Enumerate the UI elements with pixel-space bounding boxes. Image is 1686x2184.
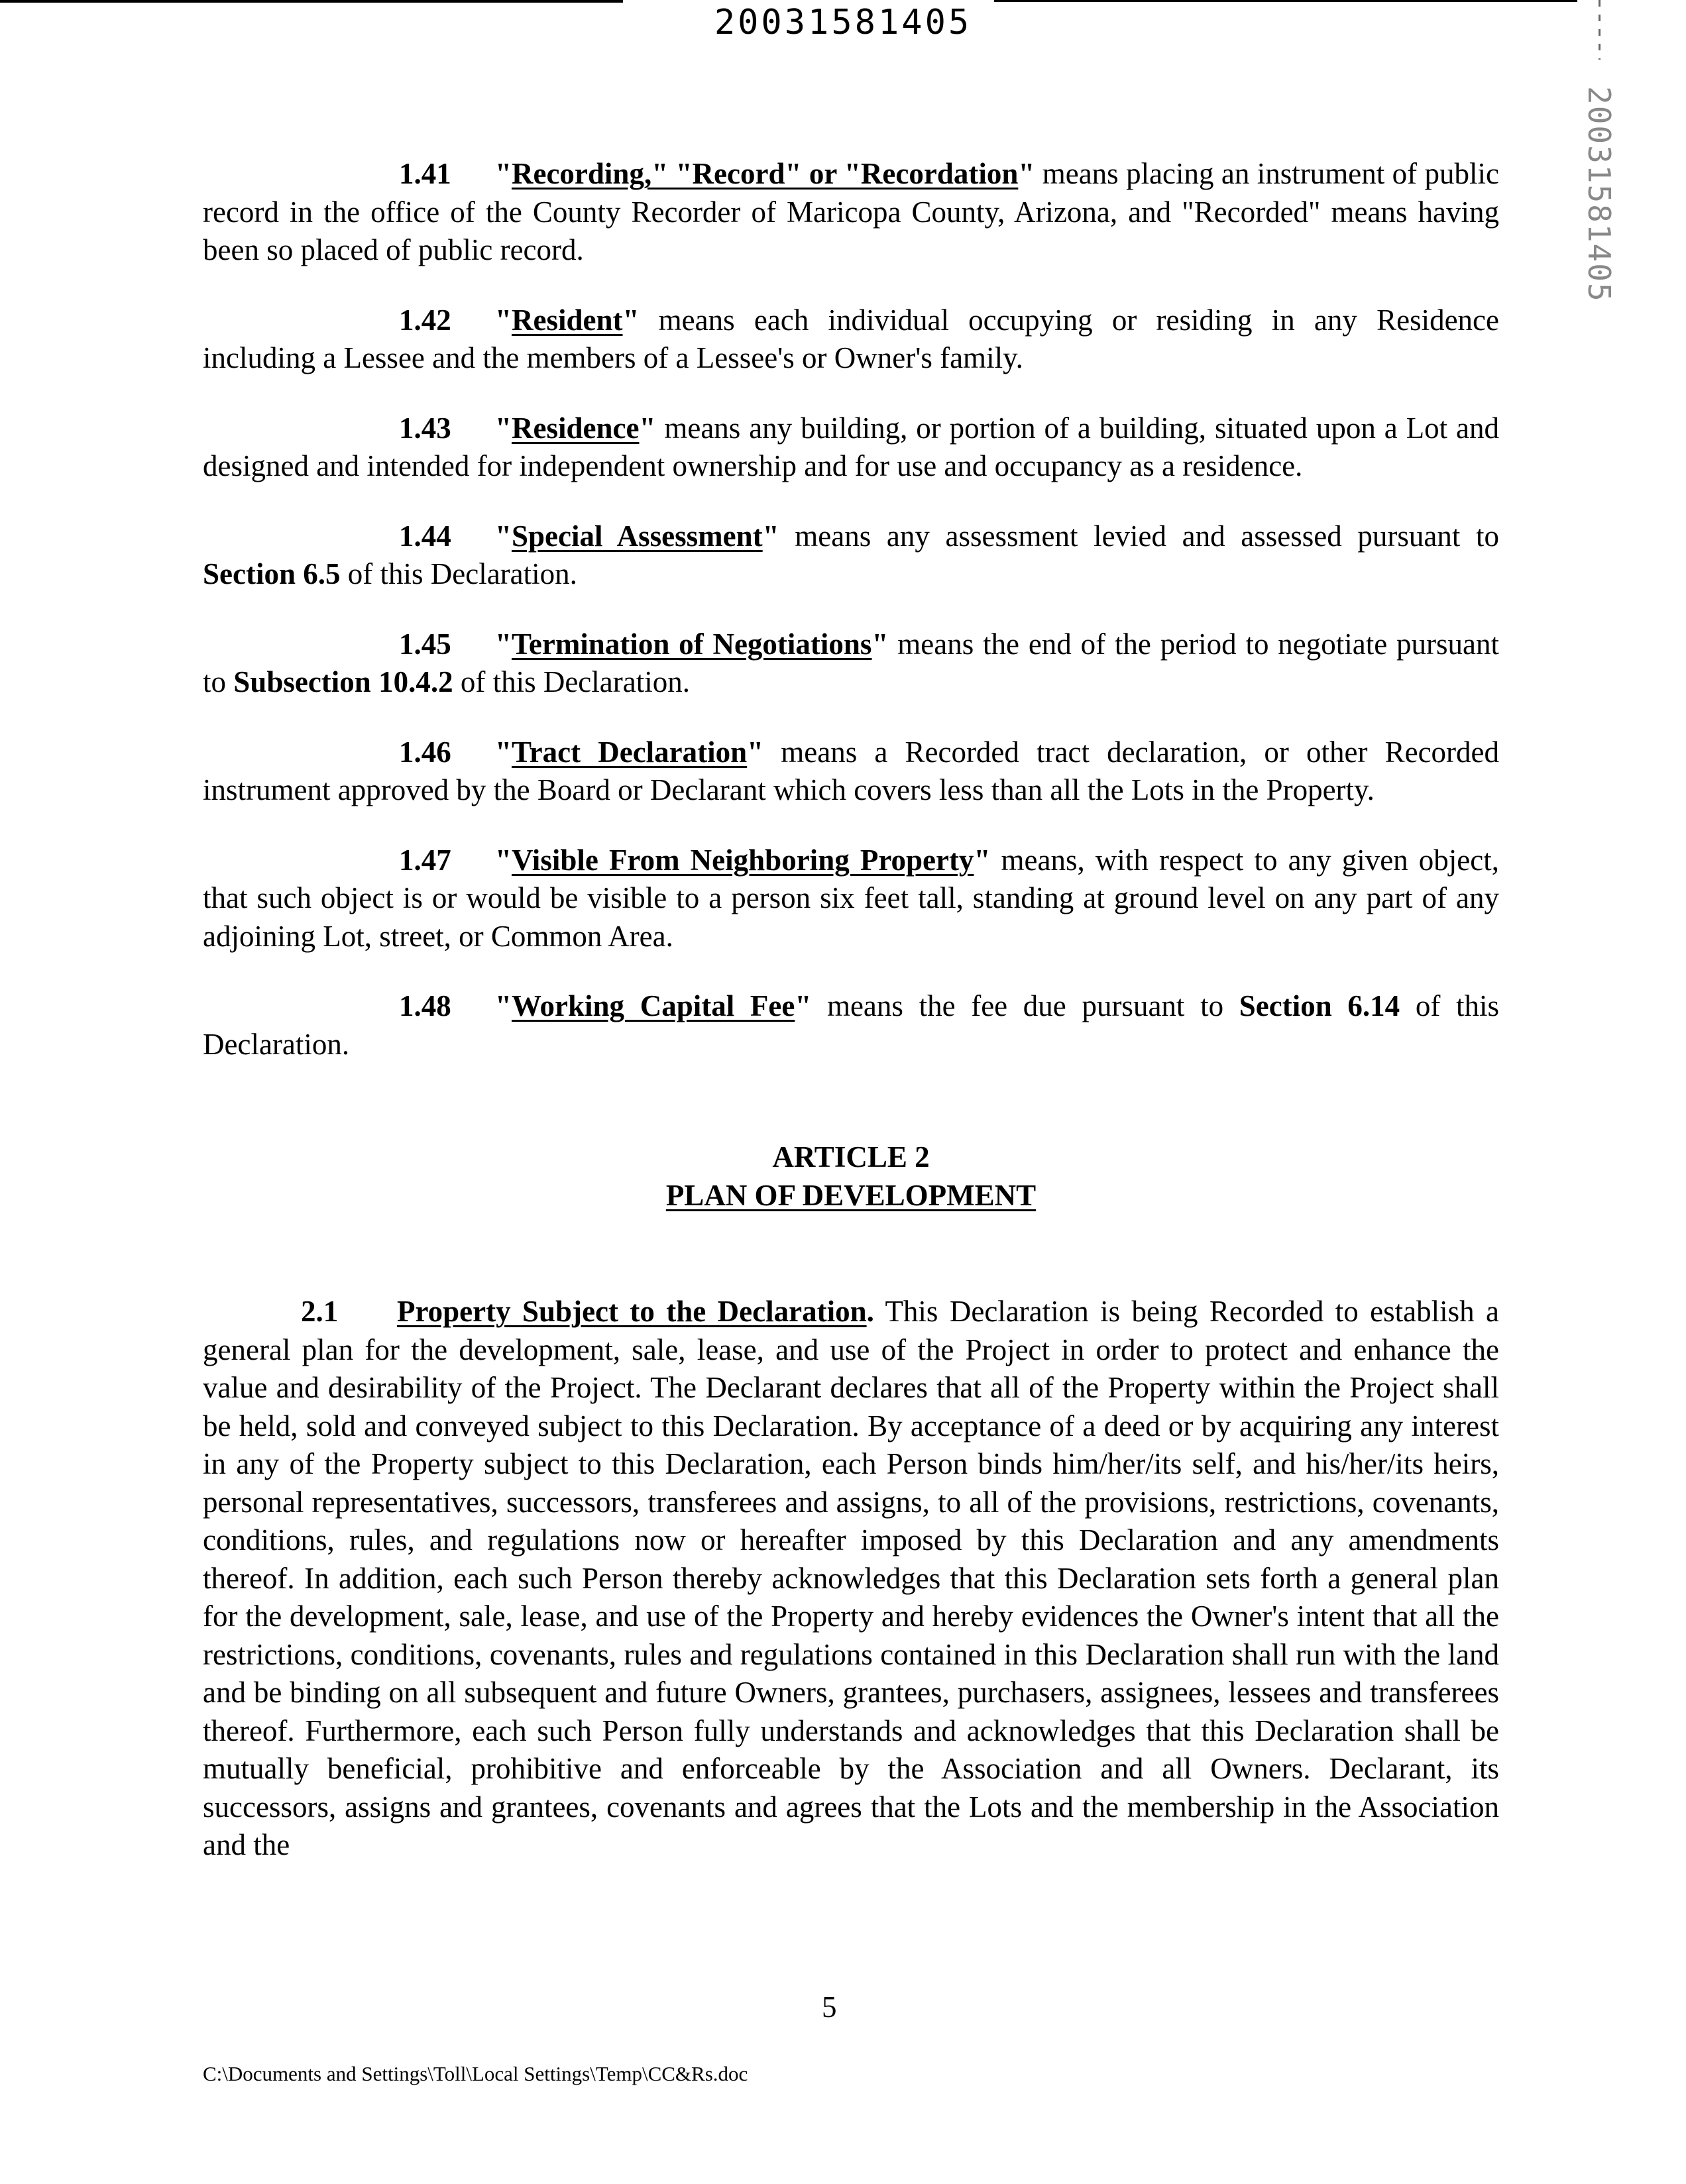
defined-term: "Resident": [495, 303, 640, 337]
definition-1-44: [203, 518, 1499, 594]
definition-text: means placing an instrument of public record in the office of the County Recorder of Maricopa County, Arizona, and "Recorded" means having been so placed of public record.: [203, 157, 1499, 266]
side-recording-stamp: 20031581405: [1581, 86, 1617, 303]
section-number: 1.44: [399, 519, 451, 553]
article-heading: [203, 1138, 1499, 1215]
definition-text: means each individual occupying or residing in any Residence including a Lessee and the members of a Lessee's or Owner's family.: [203, 303, 1499, 374]
definition-text-end: of this Declaration.: [203, 989, 1499, 1061]
section-reference: Section 6.5: [203, 557, 341, 590]
definition-text: means the fee due pursuant to: [811, 989, 1239, 1022]
definition-1-41: [203, 155, 1499, 270]
section-title: Property Subject to the Declaration.: [397, 1295, 874, 1328]
definition-1-43: [203, 410, 1499, 486]
section-number: 1.46: [399, 735, 451, 769]
page-number: 5: [822, 1991, 837, 2024]
definition-1-48: [203, 987, 1499, 1064]
definition-1-46: [203, 734, 1499, 810]
definition-text: means a Recorded tract declaration, or other Recorded instrument approved by the Board or Declarant which covers less than all the Lots in the Property.: [203, 735, 1500, 806]
definition-text: means any assessment levied and assessed pursuant to: [779, 519, 1499, 553]
defined-term: "Residence": [495, 411, 656, 445]
defined-term: "Visible From Neighboring Property": [495, 843, 991, 877]
definition-1-45: [203, 626, 1499, 702]
section-number: 1.45: [399, 627, 451, 661]
section-text: This Declaration is being Recorded to establish a general plan for the development, sale, lease, and use of the Project in order to protect and enhance the value and desirability of the Project. The Declarant declares that all of the Property within the Project shall be held, sold and conveyed subject to this Declaration. By acceptance of a deed or by acquiring any interest in any of the Property subject to this Declaration, each Person binds him/her/its self, and his/her/its heirs, personal representatives, successors, transferees and assigns, to all of the provisions, restrictions, covenants, conditions, rules, and regulations now or hereafter imposed by this Declaration and any amendments thereof. In addition, each such Person thereby acknowledges that this Declaration sets forth a general plan for the development, sale, lease, and use of the Property and hereby evidences the Owner's intent that all the restrictions, conditions, covenants, rules and regulations contained in this Declaration shall run with the land and be binding on all subsequent and future Owners, grantees, purchasers, assignees, lessees and transferees thereof. Furthermore, each such Person fully understands and acknowledges that this Declaration shall be mutually beneficial, prohibitive and enforceable by the Association and all Owners. Declarant, its successors, assigns and grantees, covenants and agrees that the Lots and the membership in the Association and the: [203, 1295, 1499, 1861]
definition-1-47: [203, 842, 1499, 956]
section-number: 1.43: [399, 411, 451, 445]
definition-text: means the end of the period to negotiate pursuant to: [203, 627, 1499, 698]
section-number: 1.48: [399, 989, 451, 1022]
defined-term: "Working Capital Fee": [495, 989, 812, 1022]
section-number: 1.47: [399, 843, 451, 877]
definition-text-end: of this Declaration.: [453, 665, 690, 698]
definition-text-end: of this Declaration.: [340, 557, 577, 590]
defined-term: "Recording," "Record" or "Recordation": [495, 157, 1035, 190]
recording-number: 20031581405: [714, 3, 972, 42]
section-number: 1.41: [399, 157, 451, 190]
section-2-1: [203, 1293, 1499, 1865]
document-body: [203, 155, 1499, 1896]
article-number: ARTICLE 2: [772, 1140, 930, 1174]
definition-1-42: [203, 301, 1499, 378]
definition-text: means any building, or portion of a building, situated upon a Lot and designed and intended for independent ownership and for use and occupancy as a residence.: [203, 411, 1499, 482]
article-title: PLAN OF DEVELOPMENT: [665, 1179, 1037, 1212]
defined-term: "Tract Declaration": [495, 735, 764, 769]
section-reference: Section 6.14: [1239, 989, 1400, 1022]
section-reference: Subsection 10.4.2: [233, 665, 453, 698]
defined-term: "Termination of Negotiations": [495, 627, 889, 661]
definition-text: means, with respect to any given object, that such object is or would be visible to a person six feet tall, standing at ground level on any part of any adjoining Lot, street, or Common Area.: [203, 843, 1499, 953]
section-number: 1.42: [399, 303, 451, 337]
defined-term: "Special Assessment": [495, 519, 779, 553]
file-path-footer: C:\Documents and Settings\Toll\Local Settings\Temp\CC&Rs.doc: [203, 2062, 748, 2085]
section-number: 2.1: [301, 1295, 339, 1328]
